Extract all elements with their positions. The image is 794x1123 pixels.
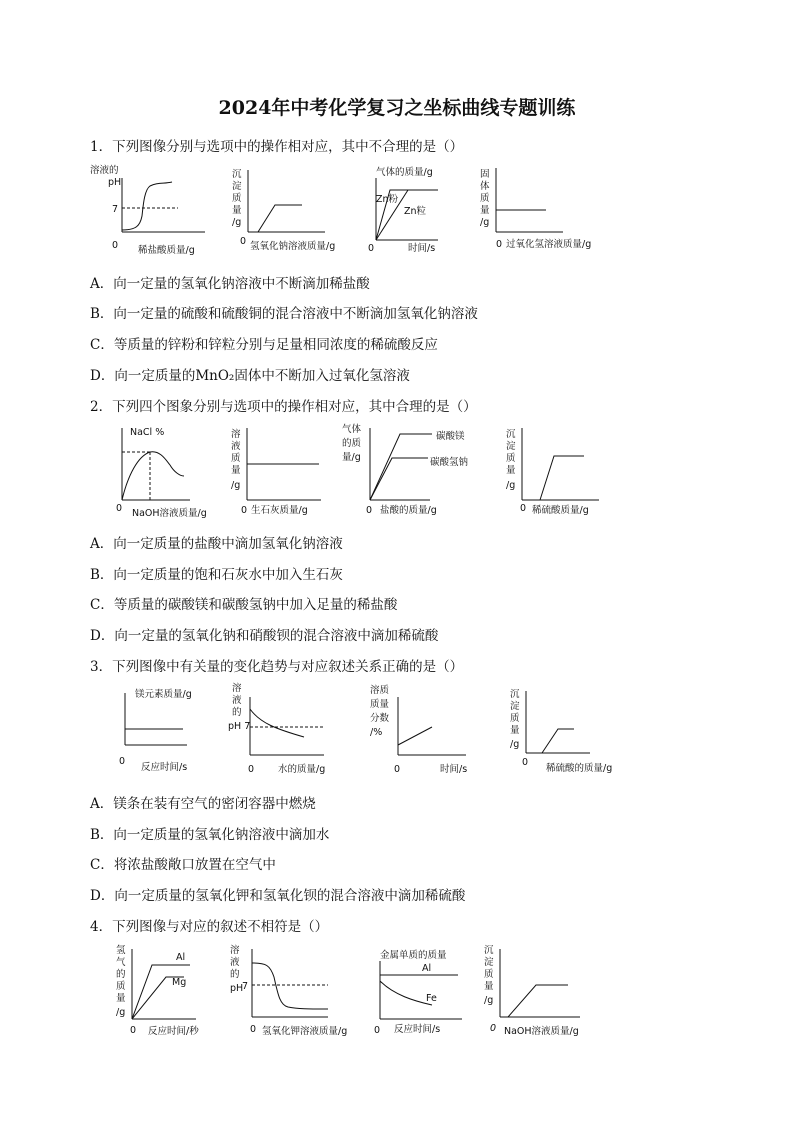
svg-text:量: 量	[480, 205, 490, 216]
q4-graph-c	[374, 943, 489, 1039]
svg-text:镁元素质量/g: 镁元素质量/g	[135, 689, 192, 700]
svg-text:NaOH溶液质量/g: NaOH溶液质量/g	[132, 508, 207, 519]
svg-text:量: 量	[231, 465, 241, 476]
q1-option-d: D．向一定质量的MnO₂固体中不断加入过氧化氢溶液	[90, 368, 410, 384]
svg-text:量: 量	[510, 725, 520, 736]
svg-text:0: 0	[240, 236, 247, 247]
svg-text:/g: /g	[484, 995, 494, 1006]
svg-text:/g: /g	[116, 1007, 126, 1018]
q2-option-b: B．向一定质量的饱和石灰水中加入生石灰	[90, 567, 343, 583]
q1-graph-d	[478, 160, 603, 258]
svg-text:质: 质	[480, 193, 490, 204]
svg-text:金属单质的质量: 金属单质的质量	[380, 950, 447, 961]
svg-text:稀盐酸质量/g: 稀盐酸质量/g	[138, 245, 195, 256]
svg-text:pH 7: pH 7	[228, 721, 251, 732]
svg-text:pH: pH	[108, 177, 122, 188]
q2-option-c: C．等质量的碳酸镁和碳酸氢钠中加入足量的稀盐酸	[90, 597, 398, 613]
q1-graph-b	[230, 160, 350, 258]
svg-text:沉: 沉	[232, 169, 242, 180]
svg-text:沉: 沉	[510, 689, 520, 700]
svg-text:Zn粒: Zn粒	[404, 206, 427, 217]
svg-text:pH: pH	[230, 983, 244, 994]
q3-option-a: A．镁条在装有空气的密闭容器中燃烧	[90, 796, 316, 812]
svg-text:/g: /g	[480, 217, 490, 228]
svg-text:0: 0	[490, 1023, 497, 1034]
question-4-stem: 4．下列图像与对应的叙述不相符是（）	[90, 919, 329, 935]
svg-text:溶液的: 溶液的	[90, 165, 119, 176]
svg-text:0: 0	[116, 503, 123, 514]
svg-text:盐酸的质量/g: 盐酸的质量/g	[380, 505, 437, 516]
svg-text:0: 0	[111, 240, 118, 251]
svg-text:液: 液	[231, 441, 241, 452]
q3-graph-c	[368, 683, 478, 777]
question-3-stem: 3．下列图像中有关量的变化趋势与对应叙述关系正确的是（）	[90, 659, 464, 675]
q1-option-a: A．向一定量的氢氧化钠溶液中不断滴加稀盐酸	[90, 276, 370, 292]
svg-text:0: 0	[374, 1025, 381, 1036]
svg-text:溶: 溶	[231, 429, 241, 440]
svg-text:量: 量	[232, 205, 242, 216]
svg-text:Mg: Mg	[172, 977, 187, 988]
svg-text:NaOH溶液质量/g: NaOH溶液质量/g	[504, 1026, 579, 1037]
svg-text:分数: 分数	[370, 713, 390, 724]
svg-text:0: 0	[520, 503, 527, 514]
svg-text:过氧化氢溶液质量/g: 过氧化氢溶液质量/g	[506, 239, 592, 250]
svg-text:质: 质	[484, 969, 494, 980]
svg-text:反应时间/秒: 反应时间/秒	[148, 1026, 199, 1037]
svg-text:淀: 淀	[484, 957, 494, 968]
q4-graph-d	[482, 943, 597, 1039]
svg-text:气: 气	[116, 957, 126, 968]
svg-text:0: 0	[130, 1025, 137, 1036]
svg-text:NaCl %: NaCl %	[130, 427, 165, 438]
question-2-stem: 2．下列四个图象分别与选项中的操作相对应，其中合理的是（）	[90, 399, 477, 415]
svg-text:水的质量/g: 水的质量/g	[278, 764, 326, 775]
svg-text:气体: 气体	[342, 424, 362, 435]
svg-text:质: 质	[116, 981, 126, 992]
svg-text:0: 0	[241, 505, 248, 516]
svg-text:/g: /g	[510, 739, 520, 750]
svg-text:质: 质	[506, 453, 516, 464]
q1-option-b: B．向一定量的硫酸和硫酸铜的混合溶液中不断滴加氢氧化钠溶液	[90, 306, 478, 322]
svg-text:溶质: 溶质	[370, 685, 390, 696]
q3-graph-d	[508, 683, 623, 777]
svg-text:时间/s: 时间/s	[440, 764, 468, 775]
svg-text:气体的质量/g: 气体的质量/g	[376, 167, 433, 178]
q2-graph-a	[110, 420, 235, 518]
q2-option-a: A．向一定质量的盐酸中滴加氢氧化钠溶液	[90, 536, 343, 552]
svg-text:质: 质	[510, 713, 520, 724]
svg-text:时间/s: 时间/s	[408, 243, 436, 254]
svg-text:Zn粉: Zn粉	[376, 194, 399, 205]
svg-text:0: 0	[366, 505, 373, 516]
svg-text:淀: 淀	[232, 181, 242, 192]
svg-text:沉: 沉	[484, 945, 494, 956]
svg-text:量: 量	[506, 465, 516, 476]
q2-graph-b	[229, 420, 339, 518]
svg-text:的: 的	[232, 707, 242, 718]
q3-graph-a	[115, 685, 225, 777]
svg-text:溶: 溶	[232, 683, 242, 694]
svg-text:Al: Al	[422, 963, 432, 974]
svg-text:淀: 淀	[510, 701, 520, 712]
svg-text:的质: 的质	[342, 438, 362, 449]
q2-graph-c	[340, 420, 480, 518]
svg-text:0: 0	[119, 756, 126, 767]
svg-text:液: 液	[230, 957, 240, 968]
svg-text:质量: 质量	[370, 699, 390, 710]
svg-text:0: 0	[522, 757, 529, 768]
q3-option-d: D．向一定质量的氢氧化钾和氢氧化钡的混合溶液中滴加稀硫酸	[90, 888, 466, 904]
svg-text:量: 量	[116, 993, 126, 1004]
svg-text:的: 的	[116, 969, 126, 980]
svg-text:量/g: 量/g	[342, 452, 361, 463]
q1-graph-c	[370, 160, 490, 258]
svg-text:7: 7	[111, 204, 118, 215]
svg-text:0: 0	[394, 764, 401, 775]
svg-text:稀硫酸的质量/g: 稀硫酸的质量/g	[546, 763, 613, 774]
svg-text:质: 质	[231, 453, 241, 464]
q2-graph-d	[504, 420, 614, 518]
svg-text:的: 的	[230, 969, 240, 980]
svg-text:/g: /g	[232, 217, 242, 228]
svg-text:淀: 淀	[506, 441, 516, 452]
svg-text:溶: 溶	[230, 945, 240, 956]
svg-text:碳酸镁: 碳酸镁	[436, 431, 465, 442]
svg-text:Al: Al	[176, 952, 186, 963]
svg-text:0: 0	[496, 239, 503, 250]
svg-text:7: 7	[241, 981, 248, 992]
svg-text:质: 质	[232, 193, 242, 204]
page-title: 2024年中考化学复习之坐标曲线专题训练	[218, 97, 576, 119]
svg-text:氢氧化钠溶液质量/g: 氢氧化钠溶液质量/g	[250, 241, 336, 252]
svg-text:反应时间/s: 反应时间/s	[394, 1024, 441, 1035]
q1-option-c: C．等质量的锌粉和锌粒分别与足量相同浓度的稀硫酸反应	[90, 337, 438, 353]
svg-text:/%: /%	[370, 727, 383, 738]
svg-text:0: 0	[250, 1024, 257, 1035]
svg-text:反应时间/s: 反应时间/s	[141, 762, 188, 773]
q3-option-c: C．将浓盐酸敞口放置在空气中	[90, 857, 276, 873]
q3-graph-b	[226, 683, 346, 777]
svg-text:氢: 氢	[116, 945, 126, 956]
svg-text:0: 0	[248, 764, 255, 775]
q2-option-d: D．向一定量的氢氧化钠和硝酸钡的混合溶液中滴加稀硫酸	[90, 628, 439, 644]
svg-text:稀硫酸质量/g: 稀硫酸质量/g	[532, 505, 589, 516]
q3-option-b: B．向一定质量的氢氧化钠溶液中滴加水	[90, 827, 330, 843]
svg-text:生石灰质量/g: 生石灰质量/g	[251, 505, 308, 516]
svg-text:Fe: Fe	[426, 993, 437, 1004]
svg-text:0: 0	[368, 243, 375, 254]
q4-graph-b	[228, 943, 363, 1039]
q1-graph-a	[90, 160, 210, 258]
svg-text:量: 量	[484, 981, 494, 992]
svg-text:沉: 沉	[506, 429, 516, 440]
question-1-stem: 1．下列图像分别与选项中的操作相对应，其中不合理的是（）	[90, 139, 464, 155]
svg-text:/g: /g	[506, 480, 516, 491]
svg-text:碳酸氢钠: 碳酸氢钠	[430, 457, 469, 468]
svg-text:氢氧化钾溶液质量/g: 氢氧化钾溶液质量/g	[262, 1026, 348, 1037]
q4-graph-a	[114, 943, 224, 1039]
svg-text:固: 固	[480, 169, 490, 180]
svg-text:/g: /g	[231, 480, 241, 491]
svg-text:液: 液	[232, 695, 242, 706]
svg-text:体: 体	[480, 181, 490, 192]
